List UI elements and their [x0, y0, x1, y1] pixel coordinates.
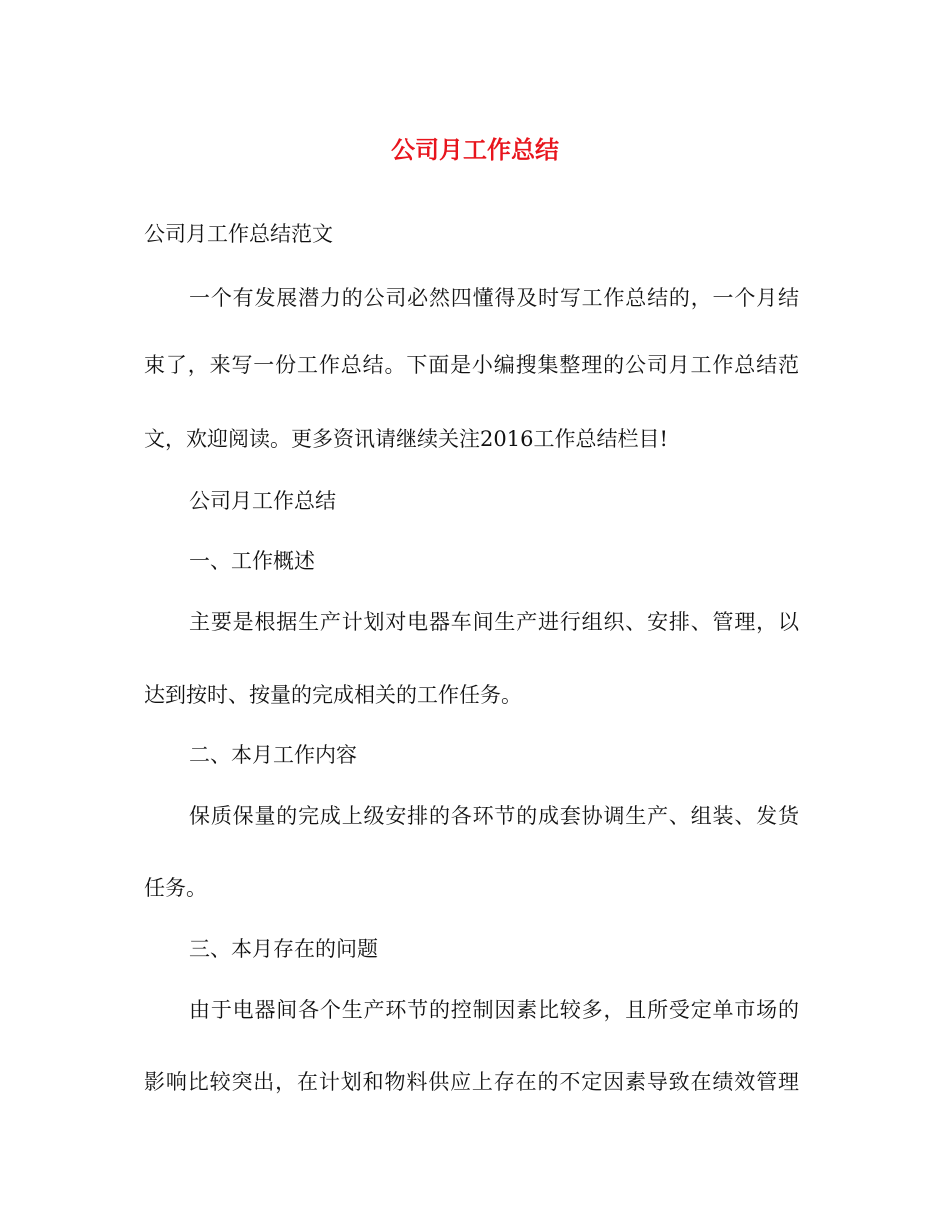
paragraph-line: 保质保量的完成上级安排的各环节的成套协调生产、组装、发货 [189, 804, 799, 828]
paragraph-line: 影响比较突出，在计划和物料供应上存在的不定因素导致在绩效管理 [144, 1070, 799, 1094]
paragraph-line: 达到按时、按量的完成相关的工作任务。 [144, 683, 522, 707]
paragraph-line: 由于电器间各个生产环节的控制因素比较多，且所受定单市场的 [189, 998, 799, 1022]
document-title: 公司月工作总结 [391, 136, 559, 164]
paragraph-line: 文，欢迎阅读。更多资讯请继续关注2016工作总结栏目! [144, 427, 668, 451]
paragraph-line: 一个有发展潜力的公司必然四懂得及时写工作总结的，一个月结 [189, 286, 799, 310]
section-heading: 公司月工作总结 [189, 489, 336, 513]
section-heading: 二、本月工作内容 [189, 743, 357, 767]
paragraph-line: 任务。 [144, 876, 207, 900]
subtitle-line: 公司月工作总结范文 [144, 222, 333, 246]
paragraph-line: 主要是根据生产计划对电器车间生产进行组织、安排、管理，以 [189, 610, 799, 634]
section-heading: 一、工作概述 [189, 549, 315, 573]
paragraph-line: 束了，来写一份工作总结。下面是小编搜集整理的公司月工作总结范 [144, 353, 799, 377]
section-heading: 三、本月存在的问题 [189, 937, 378, 961]
